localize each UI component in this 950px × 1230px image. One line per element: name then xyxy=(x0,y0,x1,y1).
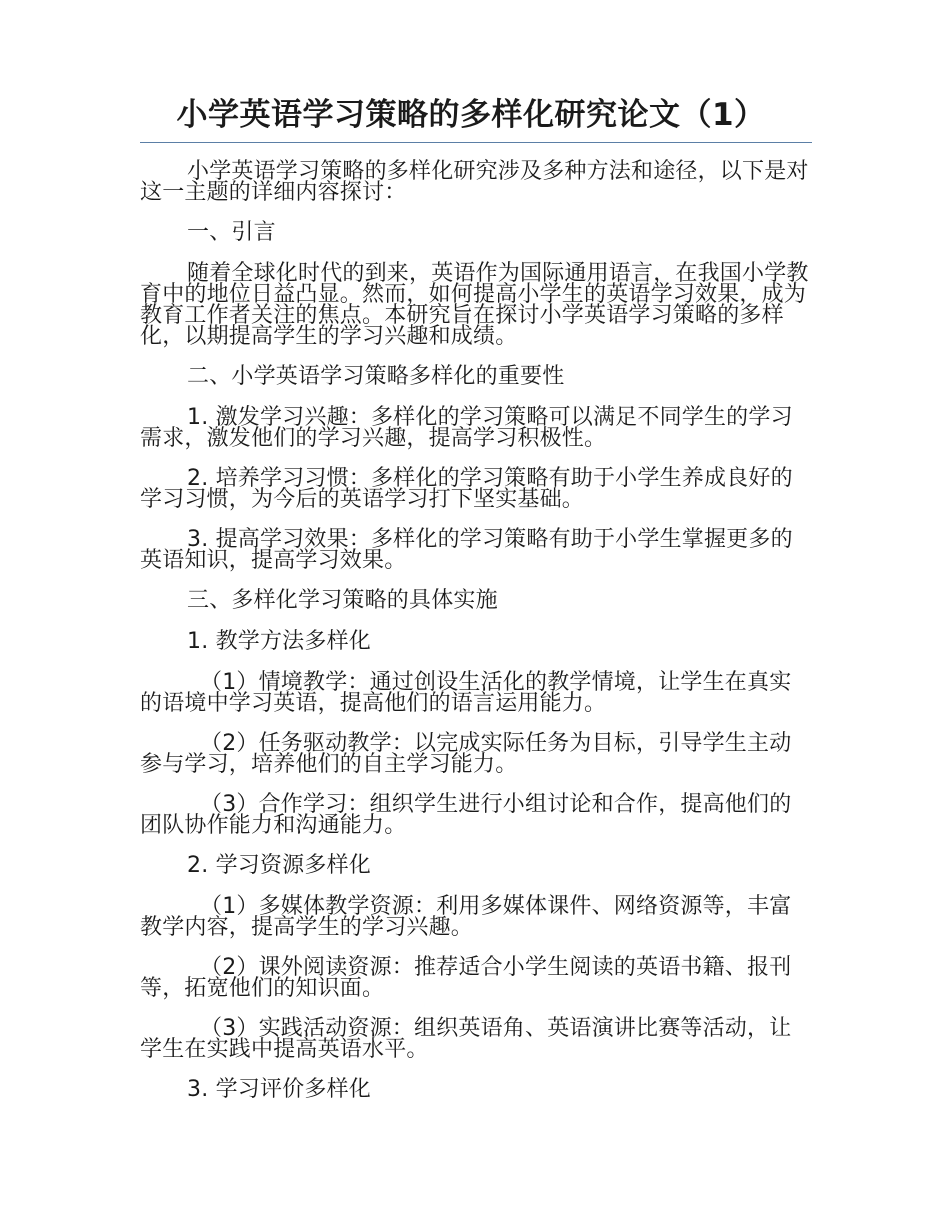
paragraph: 随着全球化时代的到来，英语作为国际通用语言，在我国小学教育中的地位日益凸显。然而，如何提高小学生的英语学习效果，成为教育工作者关注的焦点。本研究旨在探讨小学英语学习策略的多样化，以期提高学生的学习兴趣和成绩。 xyxy=(140,261,809,349)
sub-list-item: （2）任务驱动教学：以完成实际任务为目标，引导学生主动参与学习，培养他们的自主学习能力。 xyxy=(140,731,792,777)
sub-list-item: （2）课外阅读资源：推荐适合小学生阅读的英语书籍、报刊等，拓宽他们的知识面。 xyxy=(140,955,792,1001)
document-body xyxy=(140,161,812,1100)
paragraph-intro: 小学英语学习策略的多样化研究涉及多种方法和途径，以下是对这一主题的详细内容探讨： xyxy=(140,159,809,205)
sub-list-item: （1）情境教学：通过创设生活化的教学情境，让学生在真实的语境中学习英语，提高他们的语言运用能力。 xyxy=(140,670,792,716)
subsection-heading-2: 2. 学习资源多样化 xyxy=(187,853,371,878)
title-underline xyxy=(140,142,812,143)
subsection-heading-1: 1. 教学方法多样化 xyxy=(187,629,371,654)
list-item: 1. 激发学习兴趣：多样化的学习策略可以满足不同学生的学习需求，激发他们的学习兴趣，提高学习积极性。 xyxy=(140,405,793,451)
sub-list-item: （3）实践活动资源：组织英语角、英语演讲比赛等活动，让学生在实践中提高英语水平。 xyxy=(140,1016,792,1062)
sub-list-item: （3）合作学习：组织学生进行小组讨论和合作，提高他们的团队协作能力和沟通能力。 xyxy=(140,792,792,838)
document-page xyxy=(140,97,812,1120)
document-title: 小学英语学习策略的多样化研究论文（1） xyxy=(176,97,766,133)
list-item: 2. 培养学习习惯：多样化的学习策略有助于小学生养成良好的学习习惯，为今后的英语学习打下坚实基础。 xyxy=(140,466,793,512)
sub-list-item: （1）多媒体教学资源：利用多媒体课件、网络资源等，丰富教学内容，提高学生的学习兴趣。 xyxy=(140,894,792,940)
section-heading-2: 二、小学英语学习策略多样化的重要性 xyxy=(187,364,565,389)
section-heading-1: 一、引言 xyxy=(187,220,276,245)
section-heading-3: 三、多样化学习策略的具体实施 xyxy=(187,588,498,613)
subsection-heading-3: 3. 学习评价多样化 xyxy=(187,1077,371,1102)
list-item: 3. 提高学习效果：多样化的学习策略有助于小学生掌握更多的英语知识，提高学习效果。 xyxy=(140,527,793,573)
